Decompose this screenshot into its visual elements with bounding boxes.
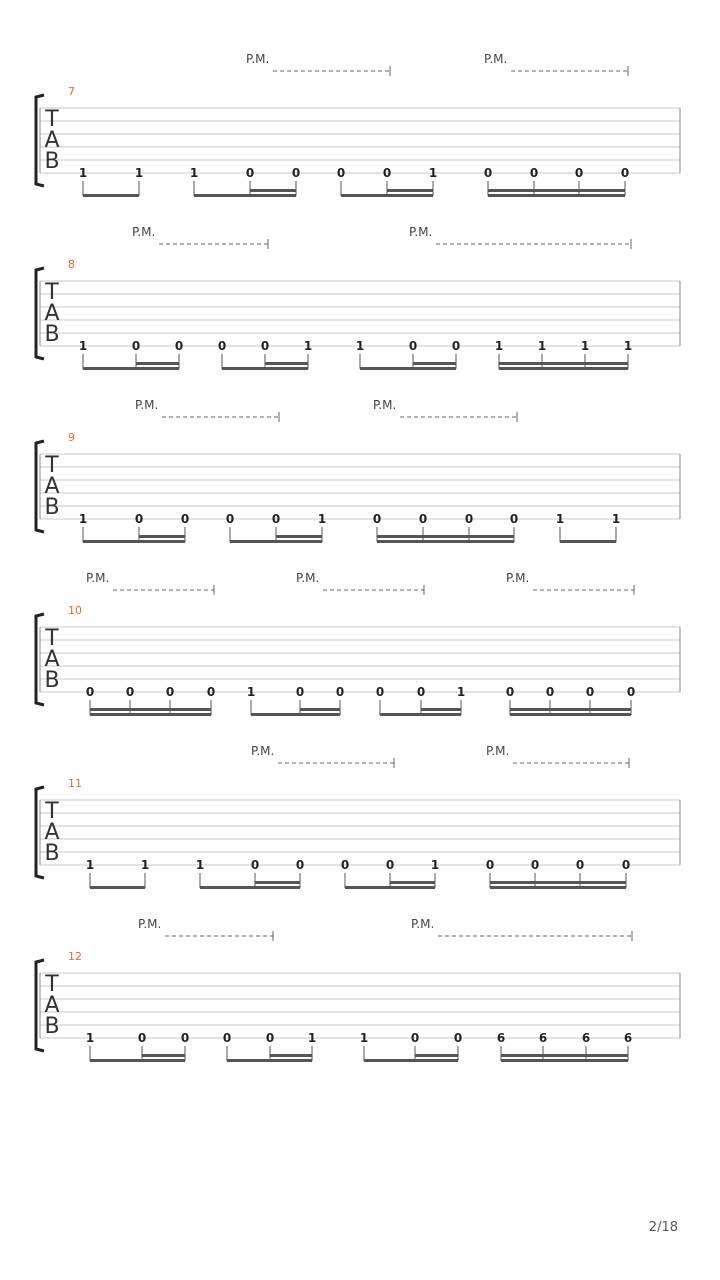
- tab-clef-letter: B: [44, 495, 60, 520]
- fret-number: 1: [623, 339, 633, 353]
- fret-number: 0: [340, 858, 350, 872]
- fret-number: 6: [538, 1031, 548, 1045]
- tab-clef-letter: A: [44, 301, 60, 326]
- tab-clef-letter: T: [45, 280, 59, 305]
- measure-number: 7: [68, 85, 75, 98]
- note-beam-secondary: [488, 189, 625, 192]
- measure-number: 9: [68, 431, 75, 444]
- fret-number: 1: [78, 339, 88, 353]
- palm-mute-label: P.M.: [86, 571, 110, 585]
- note-beam: [345, 886, 435, 889]
- fret-number: 0: [335, 685, 345, 699]
- note-beam: [230, 540, 322, 543]
- note-beam-secondary: [270, 1054, 312, 1057]
- fret-number: 6: [623, 1031, 633, 1045]
- fret-number: 0: [382, 166, 392, 180]
- palm-mute-label: P.M.: [411, 917, 435, 931]
- fret-number: 1: [494, 339, 504, 353]
- fret-number: 0: [250, 858, 260, 872]
- fret-number: 1: [317, 512, 327, 526]
- system-1: [36, 52, 680, 197]
- palm-mute-label: P.M.: [506, 571, 530, 585]
- palm-mute-label: P.M.: [132, 225, 156, 239]
- note-beam-secondary: [276, 535, 322, 538]
- note-beam: [227, 1059, 312, 1062]
- fret-number: 1: [611, 512, 621, 526]
- tab-clef-letter: A: [44, 647, 60, 672]
- fret-number: 1: [537, 339, 547, 353]
- fret-number: 0: [206, 685, 216, 699]
- fret-number: 0: [416, 685, 426, 699]
- fret-number: 0: [375, 685, 385, 699]
- tab-clef-letter: A: [44, 474, 60, 499]
- note-beam: [251, 713, 340, 716]
- fret-number: 0: [418, 512, 428, 526]
- palm-mute-label: P.M.: [486, 744, 510, 758]
- tab-clef-letter: A: [44, 993, 60, 1018]
- fret-number: 0: [509, 512, 519, 526]
- note-beam: [360, 367, 456, 370]
- fret-number: 0: [137, 1031, 147, 1045]
- note-beam: [90, 886, 145, 889]
- fret-number: 0: [545, 685, 555, 699]
- fret-number: 0: [483, 166, 493, 180]
- fret-number: 1: [430, 858, 440, 872]
- note-beam: [488, 194, 625, 197]
- note-beam: [380, 713, 461, 716]
- fret-number: 0: [265, 1031, 275, 1045]
- note-beam: [377, 540, 514, 543]
- note-beam-secondary: [499, 362, 628, 365]
- measure-number: 12: [68, 950, 82, 963]
- note-beam: [90, 713, 211, 716]
- note-beam-secondary: [510, 708, 631, 711]
- fret-number: 1: [359, 1031, 369, 1045]
- note-beam: [200, 886, 300, 889]
- fret-number: 1: [580, 339, 590, 353]
- fret-number: 0: [529, 166, 539, 180]
- tab-clef-letter: T: [45, 972, 59, 997]
- palm-mute-label: P.M.: [484, 52, 508, 66]
- tab-clef-letter: T: [45, 453, 59, 478]
- fret-number: 1: [355, 339, 365, 353]
- fret-number: 0: [134, 512, 144, 526]
- fret-number: 1: [195, 858, 205, 872]
- fret-number: 6: [496, 1031, 506, 1045]
- fret-number: 1: [307, 1031, 317, 1045]
- tab-clef-letter: T: [45, 799, 59, 824]
- fret-number: 0: [165, 685, 175, 699]
- note-beam: [90, 1059, 185, 1062]
- fret-number: 0: [451, 339, 461, 353]
- palm-mute-label: P.M.: [409, 225, 433, 239]
- tab-clef-letter: B: [44, 1014, 60, 1039]
- note-beam: [560, 540, 616, 543]
- note-beam-secondary: [255, 881, 300, 884]
- note-beam-secondary: [265, 362, 308, 365]
- system-4: [36, 571, 680, 716]
- note-beam: [490, 886, 626, 889]
- note-beam-secondary: [90, 708, 211, 711]
- note-beam-secondary: [421, 708, 461, 711]
- fret-number: 0: [464, 512, 474, 526]
- tab-clef-letter: A: [44, 820, 60, 845]
- fret-number: 0: [505, 685, 515, 699]
- fret-number: 0: [131, 339, 141, 353]
- fret-number: 0: [575, 858, 585, 872]
- fret-number: 1: [246, 685, 256, 699]
- note-beam-secondary: [377, 535, 514, 538]
- system-5: [36, 744, 680, 889]
- fret-number: 0: [225, 512, 235, 526]
- system-3: [36, 398, 680, 543]
- fret-number: 0: [174, 339, 184, 353]
- tab-clef-letter: T: [45, 626, 59, 651]
- fret-number: 1: [189, 166, 199, 180]
- palm-mute-label: P.M.: [135, 398, 159, 412]
- fret-number: 0: [530, 858, 540, 872]
- fret-number: 0: [85, 685, 95, 699]
- fret-number: 1: [134, 166, 144, 180]
- fret-number: 0: [245, 166, 255, 180]
- fret-number: 0: [408, 339, 418, 353]
- note-beam-secondary: [390, 881, 435, 884]
- fret-number: 0: [180, 512, 190, 526]
- fret-number: 0: [626, 685, 636, 699]
- palm-mute-label: P.M.: [251, 744, 275, 758]
- note-beam: [222, 367, 308, 370]
- tab-clef-letter: B: [44, 149, 60, 174]
- fret-number: 6: [581, 1031, 591, 1045]
- note-beam: [83, 194, 139, 197]
- tab-clef-letter: B: [44, 322, 60, 347]
- fret-number: 0: [295, 685, 305, 699]
- fret-number: 1: [555, 512, 565, 526]
- fret-number: 0: [574, 166, 584, 180]
- fret-number: 0: [217, 339, 227, 353]
- fret-number: 1: [85, 1031, 95, 1045]
- fret-number: 0: [585, 685, 595, 699]
- fret-number: 0: [621, 858, 631, 872]
- fret-number: 1: [140, 858, 150, 872]
- palm-mute-label: P.M.: [373, 398, 397, 412]
- tab-clef-letter: A: [44, 128, 60, 153]
- palm-mute-label: P.M.: [296, 571, 320, 585]
- fret-number: 0: [336, 166, 346, 180]
- note-beam: [510, 713, 631, 716]
- note-beam: [83, 540, 185, 543]
- fret-number: 0: [385, 858, 395, 872]
- note-beam: [341, 194, 433, 197]
- fret-number: 0: [125, 685, 135, 699]
- measure-number: 8: [68, 258, 75, 271]
- note-beam-secondary: [250, 189, 296, 192]
- fret-number: 0: [453, 1031, 463, 1045]
- fret-number: 0: [291, 166, 301, 180]
- note-beam-secondary: [490, 881, 626, 884]
- tab-clef-letter: B: [44, 668, 60, 693]
- tab-clef-letter: B: [44, 841, 60, 866]
- fret-number: 0: [485, 858, 495, 872]
- fret-number: 1: [85, 858, 95, 872]
- note-beam: [364, 1059, 458, 1062]
- page-number: 2/18: [648, 1220, 678, 1235]
- note-beam-secondary: [413, 362, 456, 365]
- fret-number: 0: [222, 1031, 232, 1045]
- fret-number: 1: [78, 166, 88, 180]
- fret-number: 1: [303, 339, 313, 353]
- note-beam-secondary: [142, 1054, 185, 1057]
- system-2: [36, 225, 680, 370]
- note-beam: [194, 194, 296, 197]
- fret-number: 0: [620, 166, 630, 180]
- fret-number: 1: [78, 512, 88, 526]
- note-beam-secondary: [300, 708, 340, 711]
- measure-number: 11: [68, 777, 82, 790]
- note-beam-secondary: [415, 1054, 458, 1057]
- note-beam: [499, 367, 628, 370]
- note-beam-secondary: [501, 1054, 628, 1057]
- note-beam-secondary: [387, 189, 433, 192]
- fret-number: 1: [456, 685, 466, 699]
- note-beam-secondary: [136, 362, 179, 365]
- measure-number: 10: [68, 604, 82, 617]
- fret-number: 0: [372, 512, 382, 526]
- note-beam-secondary: [139, 535, 185, 538]
- tab-clef-letter: T: [45, 107, 59, 132]
- system-6: [36, 917, 680, 1062]
- fret-number: 0: [410, 1031, 420, 1045]
- palm-mute-label: P.M.: [138, 917, 162, 931]
- note-beam: [83, 367, 179, 370]
- palm-mute-label: P.M.: [246, 52, 270, 66]
- fret-number: 0: [260, 339, 270, 353]
- fret-number: 0: [271, 512, 281, 526]
- note-beam: [501, 1059, 628, 1062]
- fret-number: 0: [295, 858, 305, 872]
- fret-number: 1: [428, 166, 438, 180]
- fret-number: 0: [180, 1031, 190, 1045]
